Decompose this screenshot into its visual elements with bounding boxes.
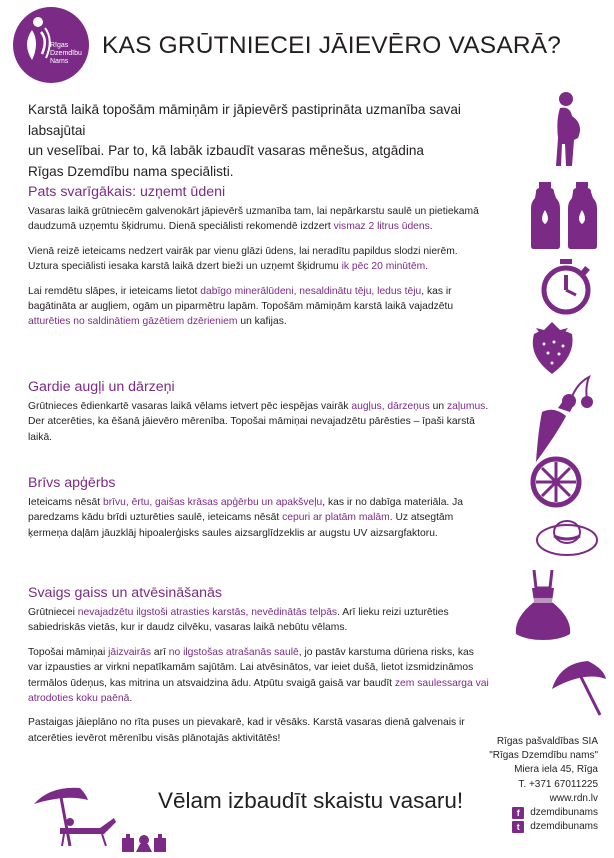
intro-line: Karstā laikā topošām māmiņām ir jāpievērš pastiprināta uzmanība savai labsajūtai: [28, 102, 461, 138]
body-text: , jo pastāv karstuma dūriena risks, kas var izpausties ar virkni nepatīkamām sajūtām. Lai atvēsinātos, var ieiet dušā, lietot izsmidzināmos termālos ūdeņus, kas mitrina un atsvaidzina ādu. Atpūtu svaigā gaisā var baudīt: [28, 646, 474, 689]
strawberry-icon: [524, 320, 580, 376]
intro-line: Rīgas Dzemdību nama speciālisti.: [28, 163, 234, 179]
section-clothing: [28, 474, 490, 541]
intro: [28, 100, 508, 182]
water-bottles-icon: [530, 180, 600, 250]
closing-message: Vēlam izbaudīt skaistu vasaru!: [158, 788, 464, 813]
body-text: un kafijas.: [237, 316, 287, 328]
section-paragraph: [28, 645, 490, 707]
section-paragraph: [28, 605, 490, 636]
body-text: Grūtniecei: [28, 607, 78, 618]
body-text: Pastaigas jāieplāno no rīta puses un pievakarē, kad ir vēsāks. Karstā vasaras dienā galvenais ir atcerēties ievērot mērenību visās plānotajās aktivitātēs!: [28, 717, 465, 744]
highlighted-text: nevajadzētu ilgstoši atrasties karstās, nevēdinātās telpās: [77, 607, 338, 618]
highlighted-text: brīvu, ērtu, gaišas krāsas apģērbu un apakšveļu: [102, 497, 323, 508]
section-paragraph: [28, 284, 490, 330]
body-text: . Der atcerēties, ka ēšanā jāievēro mērenība. Topošai māmiņai nevajadzētu pārēsties – īpaši karstā laikā.: [28, 401, 489, 443]
section-paragraph: [28, 399, 490, 445]
body-text: .: [425, 261, 429, 273]
section-paragraph: [28, 495, 490, 541]
contact-block: [438, 735, 598, 834]
sand-castle-icon: [118, 824, 170, 852]
highlighted-text: vismaz 2 litrus ūdens: [333, 221, 430, 233]
section-water: [28, 183, 490, 330]
contact-line: "Rīgas Dzemdību nams": [489, 750, 598, 762]
logo-text-2: Dzemdību: [50, 50, 82, 57]
body-text: Topošai māmiņai: [28, 646, 109, 658]
twitter-handle: dzemdibunams: [530, 821, 598, 833]
carrot-icon: [532, 392, 578, 464]
stopwatch-icon: [538, 257, 594, 315]
highlighted-text: atturēties no saldinātiem gāzētiem dzērieniem: [28, 316, 238, 328]
body-text: , kas ir bagātināta ar augļiem, ogām un piparmētru lapām. Topošām māmiņām karstā laikā vajadzētu: [28, 285, 454, 313]
facebook-handle: dzemdibunams: [530, 807, 598, 819]
section-title: Gardie augļi un dārzeņi: [28, 379, 175, 395]
logo: [12, 6, 90, 84]
body-text: .: [429, 221, 433, 233]
body-text: .: [129, 693, 133, 705]
section-fruits: [28, 378, 490, 445]
highlighted-text: ik pēc 20 minūtēm: [341, 261, 426, 273]
logo-text-3: Nams: [50, 58, 69, 65]
body-text: Vasaras laikā grūtniecēm galvenokārt jāpievērš uzmanība tam, lai nepārkarstu saulē un pietiekamā daudzumā uzņemtu šķidrumu. Dienā speciālisti rekomendē izdzert: [28, 206, 479, 233]
contact-address: Miera iela 45, Rīga: [514, 764, 598, 776]
section-title: Brīvs apģērbs: [28, 475, 116, 491]
highlighted-text: cepuri ar platām malām: [282, 512, 390, 524]
highlighted-text: zem saulessarga vai atrodoties koku paēnā: [28, 677, 489, 705]
beach-lounger-icon: [30, 780, 120, 850]
body-text: Grūtnieces ēdienkartē vasaras laikā vēlams ietvert pēc iespējas vairāk: [28, 401, 352, 412]
body-text: arī: [151, 646, 169, 658]
highlighted-text: augļus, dārzeņus: [351, 401, 430, 412]
citrus-slice-icon: [530, 456, 582, 508]
body-text: , kas ir no dabīga materiāla. Ja paredzams kādu brīdi uzturēties saulē, ieteicams nēsāt: [28, 497, 464, 524]
section-paragraph: [28, 244, 490, 275]
contact-phone: T. +371 67011225: [518, 778, 598, 790]
highlighted-text: zaļumus: [446, 401, 486, 412]
section-title: Pats svarīgākais: uzņemt ūdeni: [28, 184, 226, 200]
body-text: un: [429, 401, 447, 412]
contact-line: Rīgas pašvaldības SIA: [496, 736, 598, 747]
body-text: Ieteicams nēsāt: [28, 497, 103, 508]
logo-text-1: Rīgas: [50, 42, 69, 49]
body-text: Vienā reizē ieteicams nedzert vairāk par vienu glāzi ūdens, lai neradītu papildus slodzi nierēm. Uztura speciālisti iesaka karstā laikā dzert bieži un uzņemt šķidrumu: [28, 245, 458, 273]
highlighted-text: dabīgo minerālūdeni, nesaldinātu tēju, ledus tēju: [200, 285, 422, 297]
section-title: Svaigs gaiss un atvēsināšanās: [28, 585, 223, 601]
highlighted-text: no ilgstošas atrašanās saulē: [168, 646, 299, 658]
beach-umbrella-icon: [548, 655, 610, 717]
highlighted-text: jāizvairās: [108, 646, 152, 658]
body-text: . Arī lieku reizi uzturēties sabiedriskās vietās, kur ir daudz cilvēku, vasaras laikā nebūtu vēlams.: [28, 607, 449, 634]
page-title: KAS GRŪTNIECEI JĀIEVĒRO VASARĀ?: [102, 32, 562, 59]
intro-line: un veselībai. Par to, kā labāk izbaudīt vasaras mēnešus, atgādina: [28, 143, 424, 158]
body-text: . Uz atsegtām ķermeņa daļām jāuzklāj hipoalerģisks saules aizsarglīdzeklis ar augstu UV aizsargfaktoru.: [28, 512, 454, 539]
dress-icon: [512, 568, 574, 644]
contact-website-link[interactable]: www.rdn.lv: [549, 792, 598, 804]
body-text: Lai remdētu slāpes, ir ieteicams lietot: [28, 285, 201, 297]
twitter-link[interactable]: [438, 820, 598, 834]
twitter-icon: t: [512, 821, 524, 833]
facebook-icon: f: [512, 807, 524, 819]
section-paragraph: [28, 715, 490, 746]
section-fresh-air: [28, 584, 490, 746]
pregnant-woman-icon: [548, 90, 588, 170]
sun-hat-icon: [534, 512, 600, 558]
section-paragraph: [28, 204, 490, 235]
